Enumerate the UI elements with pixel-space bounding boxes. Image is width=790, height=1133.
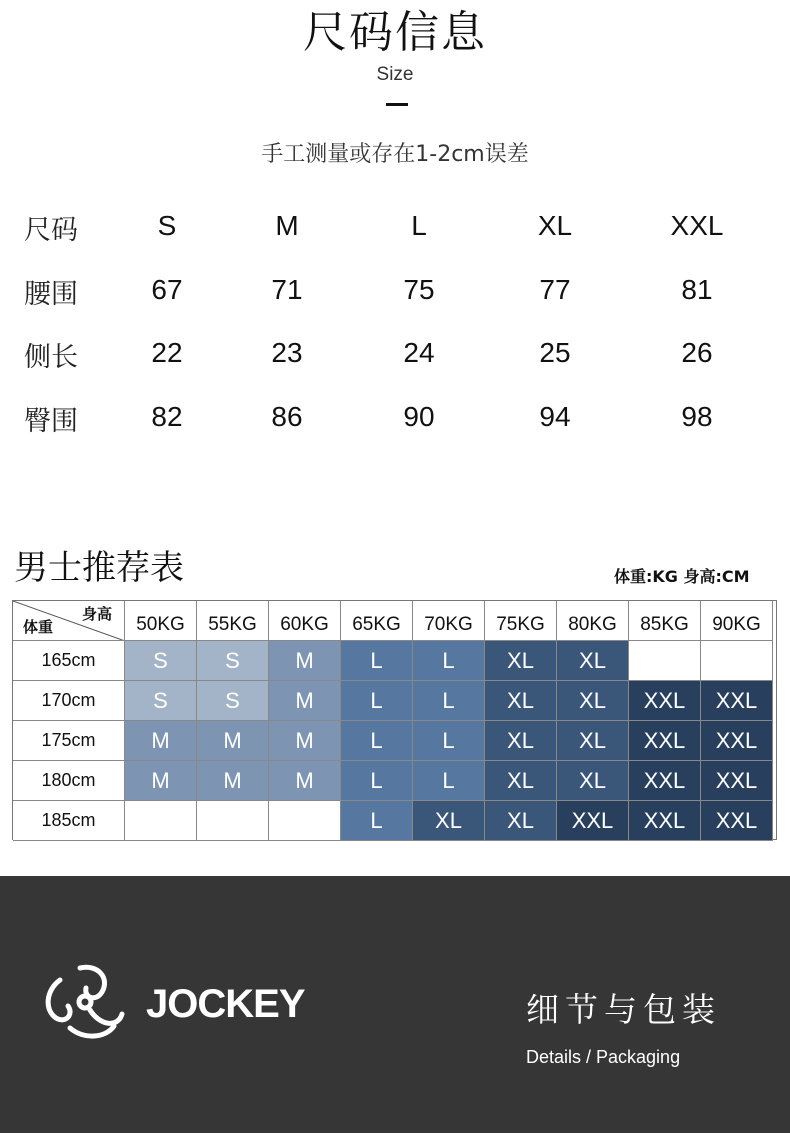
size-cell: 81 [681,274,713,305]
corner-height-label: 身高 [81,606,112,623]
measurement-note: 手工测量或存在1-2cm误差 [261,142,529,167]
size-recommendation-cell: XXL [557,801,629,841]
height-label: 170cm [13,681,125,721]
weight-header: 65KG [341,601,413,641]
height-label: 180cm [13,761,125,801]
jockey-logo-icon [40,962,130,1042]
weight-header: 55KG [197,601,269,641]
size-recommendation-cell: XXL [701,681,773,721]
size-recommendation-cell: XL [485,801,557,841]
height-label: 185cm [13,801,125,841]
size-recommendation-cell: S [197,681,269,721]
height-label: 165cm [13,641,125,681]
empty-cell [701,641,773,681]
size-recommendation-cell: L [413,641,485,681]
size-cell: 90 [403,401,435,432]
size-recommendation-cell: M [125,761,197,801]
size-recommendation-cell: S [125,681,197,721]
grid-corner-cell [13,601,125,641]
empty-cell [629,641,701,681]
size-recommendation-cell: XXL [629,801,701,841]
size-recommendation-cell: S [197,641,269,681]
size-row [0,399,790,449]
size-recommendation-cell: M [197,761,269,801]
size-header-row [0,208,790,258]
weight-header: 50KG [125,601,197,641]
size-recommendation-cell: M [125,721,197,761]
size-recommendation-cell: XL [485,641,557,681]
size-cell: 26 [681,337,713,368]
size-cell: 23 [271,337,303,368]
empty-cell [125,801,197,841]
size-recommendation-cell: XL [485,681,557,721]
recommendation-units: 体重:KG 身高:CM [614,567,750,586]
size-recommendation-cell: XL [485,761,557,801]
size-cell: 98 [681,401,713,432]
size-recommendation-cell: XXL [629,721,701,761]
size-recommendation-cell: M [197,721,269,761]
size-recommendation-cell: M [269,641,341,681]
footer-subtitle: Details / Packaging [526,1047,681,1067]
size-recommendation-cell: XXL [701,801,773,841]
size-recommendation-cell: L [341,641,413,681]
size-recommendation-cell: L [413,761,485,801]
recommendation-title: 男士推荐表 [14,548,184,588]
size-row-label: 臀围 [24,406,78,437]
size-recommendation-cell: XL [485,721,557,761]
title-divider [386,103,408,106]
size-cell: 71 [271,274,303,305]
size-recommendation-cell: L [341,721,413,761]
size-cell: S [157,210,177,241]
size-recommendation-cell: XL [557,641,629,681]
size-cell: 25 [539,337,571,368]
size-row-label: 侧长 [24,342,78,373]
size-recommendation-cell: L [341,761,413,801]
size-row [0,272,790,322]
empty-cell [269,801,341,841]
size-cell: 67 [151,274,183,305]
size-recommendation-cell: XXL [629,681,701,721]
size-cell: M [275,210,299,241]
size-recommendation-cell: XL [413,801,485,841]
weight-header: 90KG [701,601,773,641]
page-subtitle: Size [376,64,414,85]
size-recommendation-cell: L [413,721,485,761]
size-recommendation-cell: XXL [701,761,773,801]
weight-header: 75KG [485,601,557,641]
size-cell: XL [537,210,573,241]
size-cell: 75 [403,274,435,305]
size-recommendation-cell: XL [557,721,629,761]
footer-banner [0,876,790,1133]
height-label: 175cm [13,721,125,761]
size-row-label: 尺码 [24,215,78,246]
size-recommendation-cell: XL [557,761,629,801]
weight-header: 70KG [413,601,485,641]
size-recommendation-cell: L [413,681,485,721]
size-recommendation-cell: M [269,761,341,801]
size-recommendation-cell: M [269,681,341,721]
size-recommendation-cell: S [125,641,197,681]
brand-name: JOCKEY [146,982,305,1026]
size-row-label: 腰围 [24,279,78,310]
size-cell: 22 [151,337,183,368]
size-recommendation-cell: L [341,681,413,721]
weight-header: 80KG [557,601,629,641]
size-cell: 82 [151,401,183,432]
size-cell: 94 [539,401,571,432]
size-cell: 24 [403,337,435,368]
size-recommendation-cell: M [269,721,341,761]
size-cell: L [411,210,427,241]
corner-weight-label: 体重 [23,619,54,636]
size-cell: XXL [670,210,724,241]
size-cell: 86 [271,401,303,432]
footer-title: 细节与包装 [526,990,721,1029]
size-cell: 77 [539,274,571,305]
weight-header: 60KG [269,601,341,641]
size-recommendation-cell: XXL [701,721,773,761]
size-recommendation-cell: XXL [629,761,701,801]
recommendation-grid [12,600,777,840]
weight-header: 85KG [629,601,701,641]
size-recommendation-cell: XL [557,681,629,721]
size-row [0,335,790,385]
size-recommendation-cell: L [341,801,413,841]
page-title: 尺码信息 [303,7,487,58]
empty-cell [197,801,269,841]
